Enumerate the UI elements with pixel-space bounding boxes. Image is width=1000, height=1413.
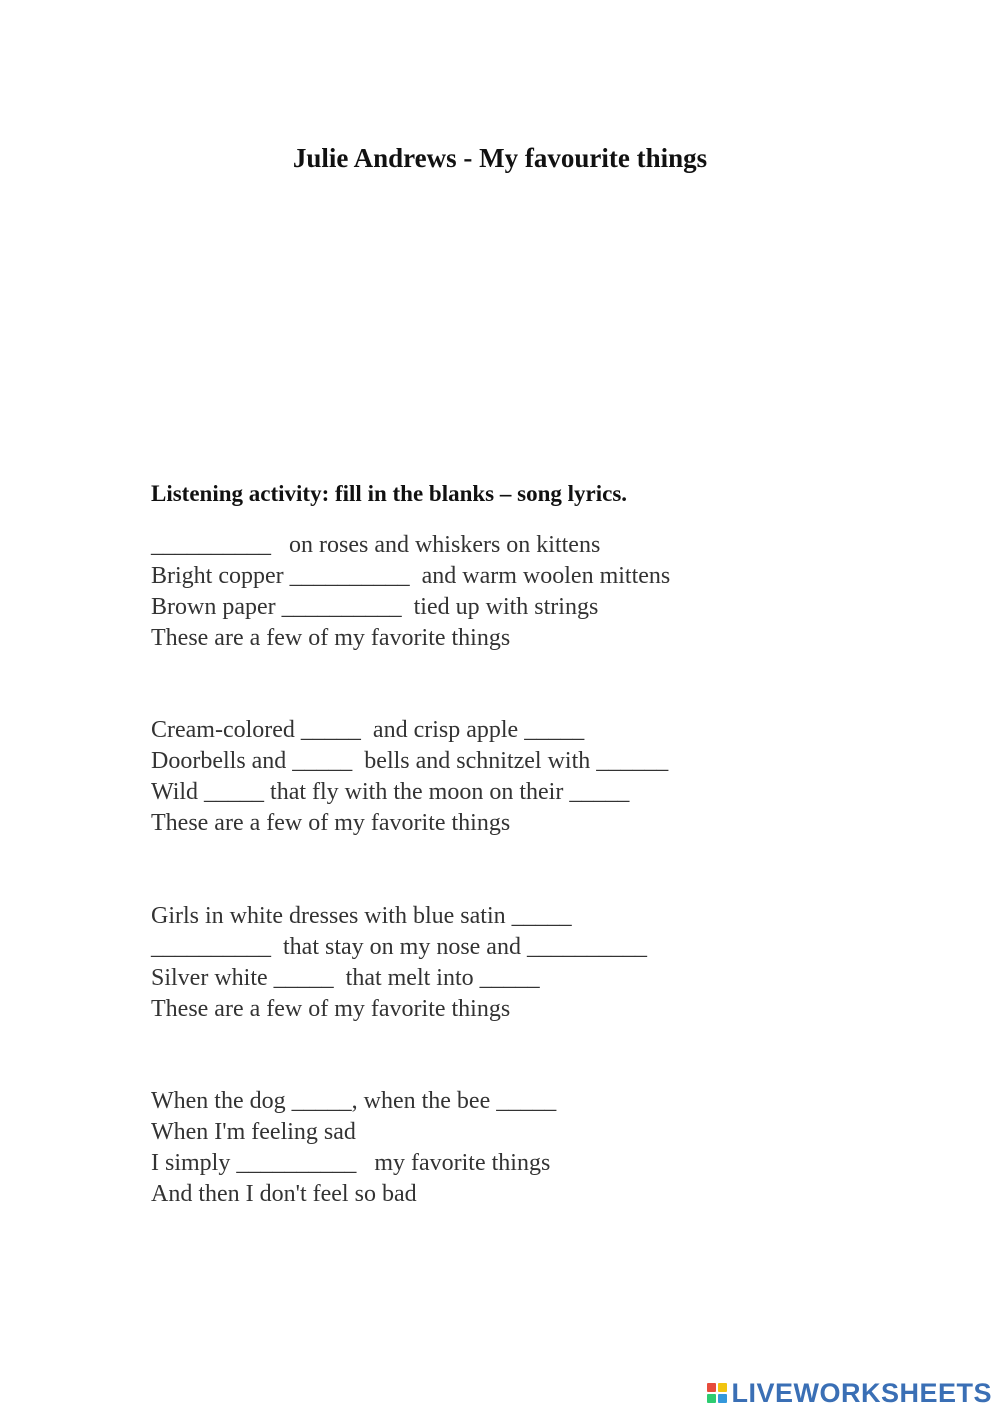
lyric-line: When I'm feeling sad (151, 1119, 356, 1145)
lyric-line: Doorbells and _____ bells and schnitzel with ______ (151, 748, 669, 774)
lyric-line: __________ on roses and whiskers on kittens (151, 532, 601, 558)
lyric-line: When the dog _____, when the bee _____ (151, 1088, 557, 1114)
logo-square (707, 1383, 716, 1392)
lyric-line: Bright copper __________ and warm woolen mittens (151, 563, 671, 589)
lyric-line: These are a few of my favorite things (151, 996, 511, 1022)
lyric-line: Brown paper __________ tied up with strings (151, 594, 599, 620)
lyric-line: And then I don't feel so bad (151, 1181, 417, 1207)
liveworksheets-logo-icon (707, 1383, 727, 1403)
lyric-line: These are a few of my favorite things (151, 810, 511, 836)
stanza-1 (151, 530, 670, 654)
logo-square (707, 1394, 716, 1403)
logo-text: LIVEWORKSHEETS (731, 1377, 992, 1408)
liveworksheets-logo[interactable] (707, 1379, 992, 1407)
lyric-line: __________ that stay on my nose and __________ (151, 934, 647, 960)
logo-square (718, 1394, 727, 1403)
lyric-line: I simply __________ my favorite things (151, 1150, 551, 1176)
lyric-line: Silver white _____ that melt into _____ (151, 965, 540, 991)
stanza-4 (151, 1086, 556, 1210)
page-title: Julie Andrews - My favourite things (292, 143, 708, 173)
lyric-line: Cream-colored _____ and crisp apple _____ (151, 717, 585, 743)
lyric-line: These are a few of my favorite things (151, 625, 511, 651)
lyric-line: Girls in white dresses with blue satin _____ (151, 903, 572, 929)
lyric-line: Wild _____ that fly with the moon on their _____ (151, 779, 630, 805)
stanza-3 (151, 901, 647, 1025)
stanza-2 (151, 715, 668, 839)
instructions: Listening activity: fill in the blanks – song lyrics. (151, 481, 628, 506)
logo-square (718, 1383, 727, 1392)
